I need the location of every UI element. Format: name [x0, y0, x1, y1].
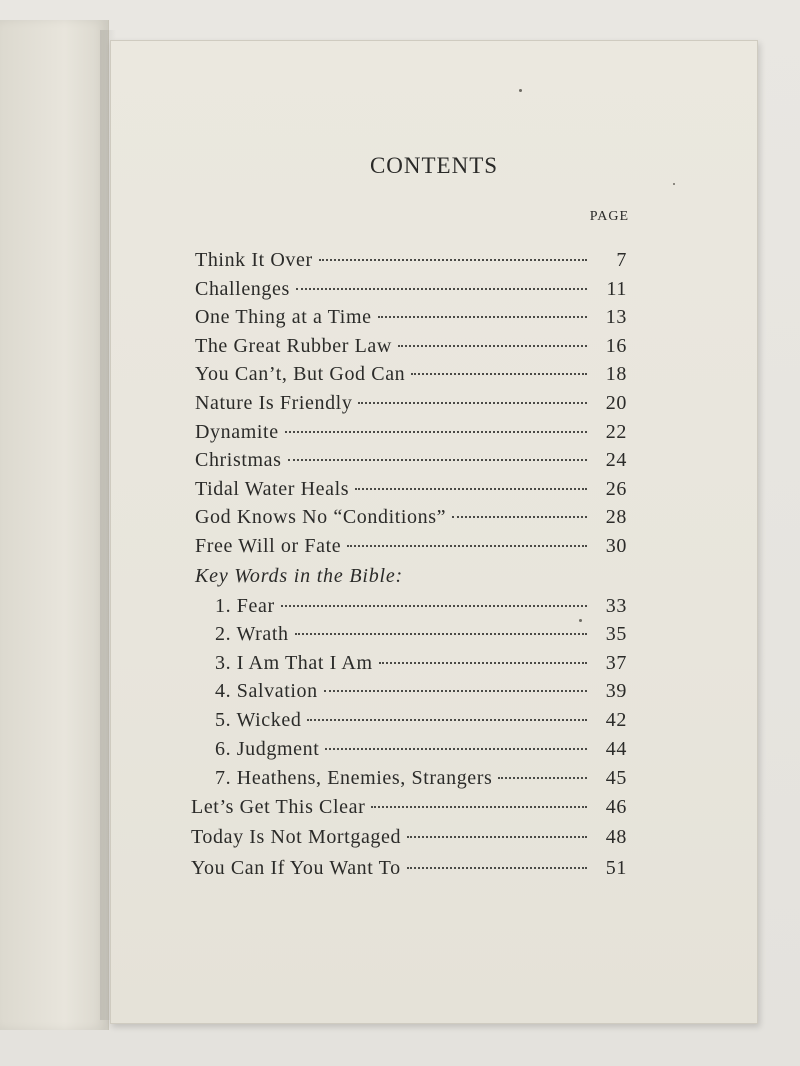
toc-entry — [195, 478, 627, 501]
toc-entry-page: 28 — [605, 506, 627, 528]
toc-subentry-title: 4. Salvation — [215, 680, 318, 702]
dot-leader — [498, 777, 587, 779]
toc-entry-title: One Thing at a Time — [195, 306, 372, 328]
toc-subentry — [215, 680, 627, 703]
toc-subentry — [215, 623, 627, 646]
toc-entry-page: 20 — [605, 392, 627, 414]
toc-entry-page: 30 — [605, 535, 627, 557]
dot-leader — [285, 431, 587, 433]
contents-title: CONTENTS — [369, 153, 499, 178]
toc-subentry-page: 35 — [605, 623, 627, 645]
toc-entry-title: Dynamite — [195, 421, 279, 443]
dot-leader — [411, 373, 587, 375]
toc-entry-title: Nature Is Friendly — [195, 392, 353, 414]
toc-entry — [195, 392, 627, 415]
toc-entry — [195, 421, 627, 444]
toc-entry-title: Tidal Water Heals — [195, 478, 350, 500]
toc-entry — [195, 449, 627, 472]
toc-entry — [195, 249, 627, 272]
dot-leader — [407, 836, 587, 838]
toc-entry-title: Christmas — [195, 449, 282, 471]
toc-entry-title: God Knows No “Conditions” — [195, 506, 447, 528]
toc-entry-page: 7 — [616, 249, 627, 271]
toc-entry — [191, 857, 627, 880]
toc-subentry-title: 3. I Am That I Am — [215, 652, 373, 674]
toc-entry — [195, 335, 627, 358]
dot-leader — [358, 402, 587, 404]
toc-subentry-page: 45 — [605, 767, 627, 789]
dot-leader — [281, 605, 587, 607]
paper-speck — [673, 183, 675, 185]
toc-subentry-page: 42 — [605, 709, 627, 731]
toc-subentry-title: 5. Wicked — [215, 709, 302, 731]
toc-subentry — [215, 709, 627, 732]
toc-entry-title: Challenges — [195, 278, 290, 300]
toc-subentry-page: 44 — [605, 738, 627, 760]
toc-subentry — [215, 767, 627, 790]
dot-leader — [398, 345, 587, 347]
dot-leader — [288, 459, 587, 461]
toc-entry-page: 13 — [605, 306, 627, 328]
toc-entry-title: You Can If You Want To — [191, 857, 401, 879]
dot-leader — [324, 690, 587, 692]
dot-leader — [347, 545, 587, 547]
toc-subentry-page: 37 — [605, 652, 627, 674]
dot-leader — [307, 719, 587, 721]
toc-entry-page: 48 — [605, 826, 627, 848]
toc-subentry-page: 39 — [605, 680, 627, 702]
toc-subentry-page: 33 — [605, 595, 627, 617]
toc-entry — [195, 363, 627, 386]
dot-leader — [379, 662, 587, 664]
toc-entry-title: You Can’t, But God Can — [195, 363, 406, 385]
paper-speck — [579, 619, 582, 622]
dot-leader — [325, 748, 587, 750]
toc-entry-page: 24 — [605, 449, 627, 471]
key-words-heading: Key Words in the Bible: — [195, 565, 403, 587]
dot-leader — [319, 259, 587, 261]
dot-leader — [407, 867, 587, 869]
toc-entry — [195, 535, 627, 558]
dot-leader — [295, 633, 587, 635]
toc-entry-page: 26 — [605, 478, 627, 500]
toc-entry-page: 16 — [605, 335, 627, 357]
paper-speck — [519, 89, 522, 92]
toc-subentry — [215, 595, 627, 618]
toc-entry-page: 11 — [606, 278, 627, 300]
dot-leader — [371, 806, 587, 808]
toc-entry-title: Let’s Get This Clear — [191, 796, 366, 818]
toc-entry-title: The Great Rubber Law — [195, 335, 392, 357]
toc-entry — [195, 278, 627, 301]
toc-entry-page: 22 — [605, 421, 627, 443]
toc-subentry-title: 1. Fear — [215, 595, 275, 617]
toc-entry-page: 51 — [605, 857, 627, 879]
toc-subentry-title: 7. Heathens, Enemies, Strangers — [215, 767, 493, 789]
toc-subentry-title: 6. Judgment — [215, 738, 320, 760]
contents-page — [110, 40, 758, 1024]
dot-leader — [452, 516, 587, 518]
page-column-header: PAGE — [589, 209, 629, 224]
dot-leader — [378, 316, 587, 318]
toc-entry-title: Today Is Not Mortgaged — [191, 826, 402, 848]
left-page — [0, 20, 109, 1030]
toc-entry-title: Free Will or Fate — [195, 535, 342, 557]
toc-entry — [191, 826, 627, 849]
toc-entry — [195, 506, 627, 529]
table-of-contents — [111, 41, 757, 1023]
toc-entry-page: 18 — [605, 363, 627, 385]
dot-leader — [296, 288, 587, 290]
toc-entry — [195, 306, 627, 329]
toc-entry-page: 46 — [605, 796, 627, 818]
toc-entry — [191, 796, 627, 819]
toc-subentry — [215, 652, 627, 675]
toc-entry-title: Think It Over — [195, 249, 313, 271]
dot-leader — [355, 488, 587, 490]
toc-subentry — [215, 738, 627, 761]
toc-subentry-title: 2. Wrath — [215, 623, 289, 645]
